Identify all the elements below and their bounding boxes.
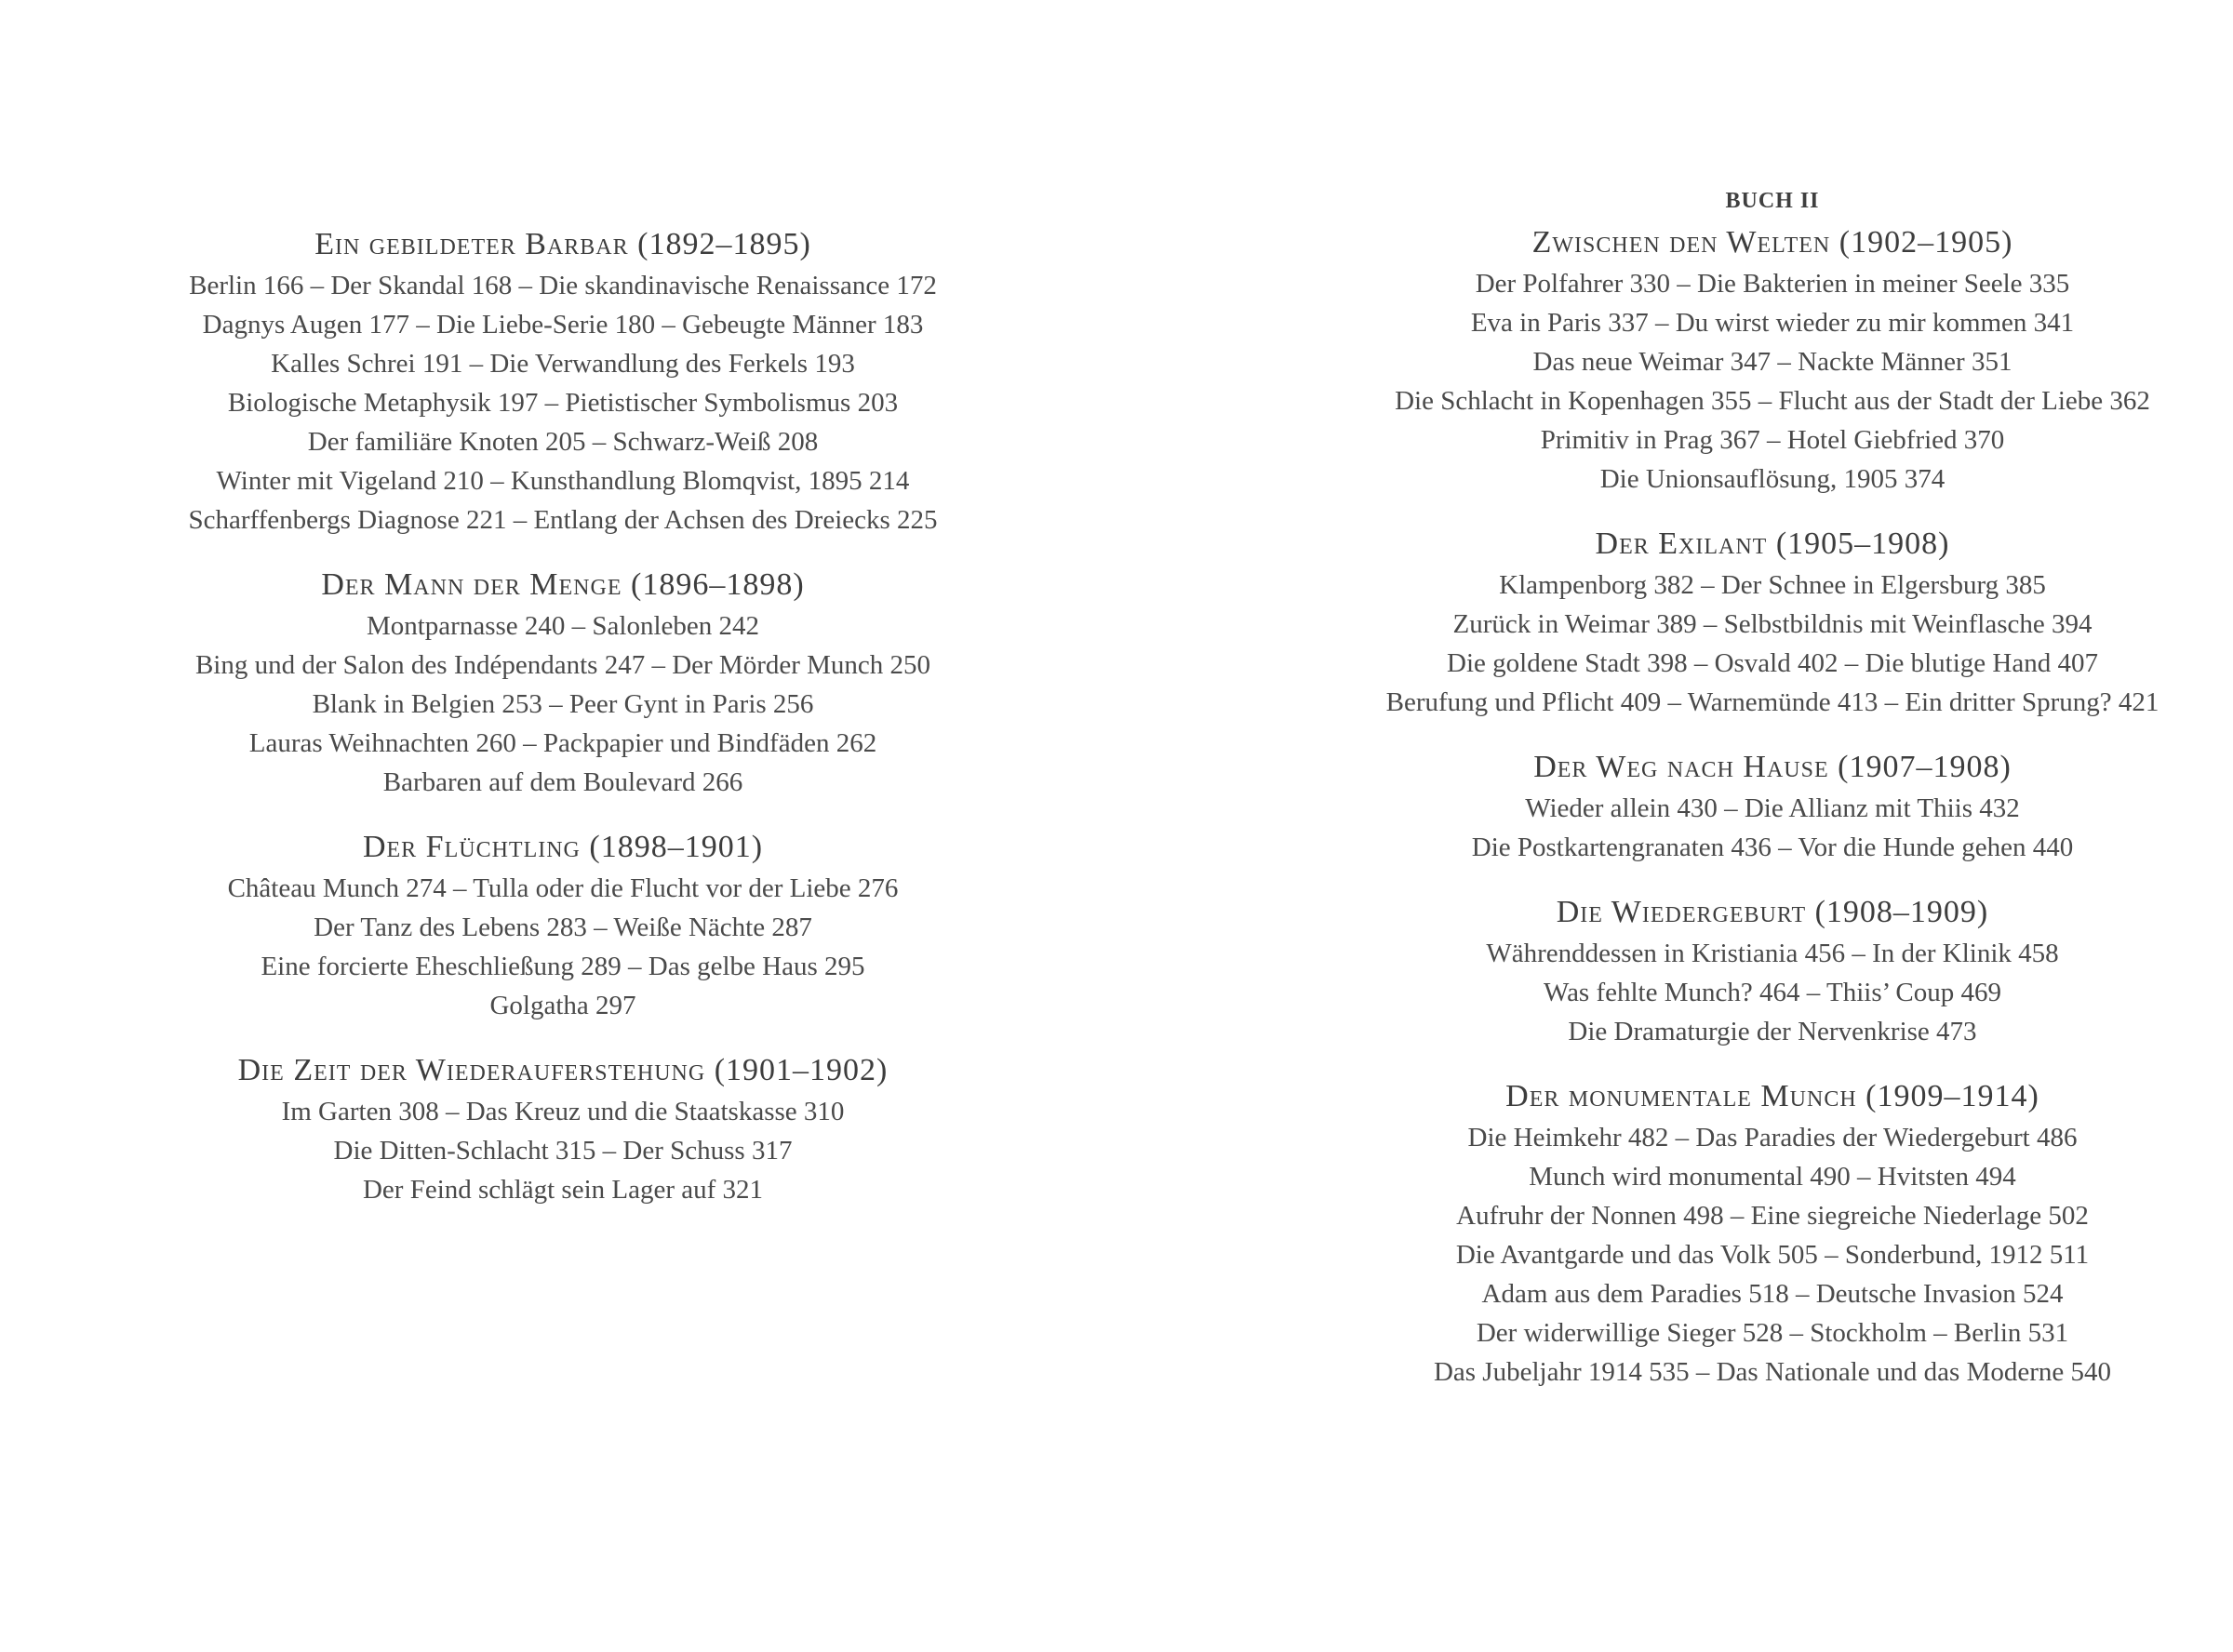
book-label: BUCH II: [1725, 189, 1820, 213]
toc-entry-line: Die Dramaturgie der Nervenkrise 473: [1568, 1017, 1977, 1046]
toc-entry-line: Berlin 166 – Der Skandal 168 – Die skandinavische Renaissance 172: [189, 271, 937, 300]
toc-section: [1256, 523, 2233, 722]
toc-entry-line: Währenddessen in Kristiania 456 – In der Klinik 458: [1486, 939, 2059, 968]
toc-entry-line: Die Ditten-Schlacht 315 – Der Schuss 317: [333, 1136, 793, 1166]
toc-entry-line: Eva in Paris 337 – Du wirst wieder zu mir kommen 341: [1470, 308, 2075, 338]
toc-section: [1256, 1075, 2233, 1392]
toc-entry-line: Eine forcierte Eheschließung 289 – Das gelbe Haus 295: [261, 952, 865, 981]
toc-section: [1256, 221, 2233, 499]
left-page: [0, 0, 1116, 1652]
toc-entry-line: Der familiäre Knoten 205 – Schwarz-Weiß 208: [307, 427, 819, 457]
toc-entry-line: Lauras Weihnachten 260 – Packpapier und Bindfäden 262: [248, 728, 877, 758]
toc-entry-line: Das Jubeljahr 1914 535 – Das Nationale und das Moderne 540: [1433, 1357, 2112, 1387]
right-page: [1116, 0, 2233, 1652]
toc-entry-line: Dagnys Augen 177 – Die Liebe-Serie 180 – Gebeugte Männer 183: [202, 310, 924, 340]
toc-entry-line: Der Polfahrer 330 – Die Bakterien in meiner Seele 335: [1475, 269, 2070, 299]
toc-entry-line: Winter mit Vigeland 210 – Kunsthandlung Blomqvist, 1895 214: [216, 466, 910, 496]
toc-entry-line: Die Schlacht in Kopenhagen 355 – Flucht aus der Stadt der Liebe 362: [1395, 386, 2150, 416]
toc-entry-line: Blank in Belgien 253 – Peer Gynt in Paris 256: [312, 689, 814, 719]
section-title: Ein gebildeter Barbar (1892–1895): [314, 227, 811, 261]
toc-section: [149, 826, 977, 1025]
toc-entry-line: Biologische Metaphysik 197 – Pietistischer Symbolismus 203: [227, 388, 899, 418]
toc-entry-line: Kalles Schrei 191 – Die Verwandlung des Ferkels 193: [271, 349, 855, 379]
toc-section: [1256, 746, 2233, 867]
left-toc-column: [149, 223, 977, 1233]
toc-entry-line: Der widerwillige Sieger 528 – Stockholm – Berlin 531: [1476, 1318, 2069, 1348]
right-toc-column: [1256, 182, 2233, 1416]
toc-entry-line: Der Feind schlägt sein Lager auf 321: [362, 1175, 764, 1205]
section-title: Die Zeit der Wiederauferstehung (1901–1902): [237, 1053, 889, 1087]
toc-entry-line: Golgatha 297: [489, 991, 636, 1020]
toc-entry-line: Wieder allein 430 – Die Allianz mit Thiis 432: [1525, 793, 2020, 823]
toc-entry-line: Die Avantgarde und das Volk 505 – Sonderbund, 1912 511: [1455, 1240, 2090, 1270]
toc-entry-line: Zurück in Weimar 389 – Selbstbildnis mit Weinflasche 394: [1452, 609, 2093, 639]
toc-section: [149, 564, 977, 802]
toc-entry-line: Barbaren auf dem Boulevard 266: [382, 767, 743, 797]
section-title: Die Wiedergeburt (1908–1909): [1556, 895, 1989, 929]
toc-entry-line: Die goldene Stadt 398 – Osvald 402 – Die blutige Hand 407: [1447, 648, 2098, 678]
toc-entry-line: Scharffenbergs Diagnose 221 – Entlang der Achsen des Dreiecks 225: [188, 505, 938, 535]
toc-entry-line: Berufung und Pflicht 409 – Warnemünde 413 – Ein dritter Sprung? 421: [1385, 687, 2159, 717]
toc-entry-line: Primitiv in Prag 367 – Hotel Giebfried 370: [1540, 425, 2005, 455]
toc-entry-line: Aufruhr der Nonnen 498 – Eine siegreiche Niederlage 502: [1456, 1201, 2089, 1231]
toc-entry-line: Der Tanz des Lebens 283 – Weiße Nächte 287: [314, 913, 812, 942]
toc-entry-line: Im Garten 308 – Das Kreuz und die Staatskasse 310: [281, 1097, 845, 1126]
toc-entry-line: Die Heimkehr 482 – Das Paradies der Wiedergeburt 486: [1467, 1123, 2078, 1152]
section-title: Der monumentale Munch (1909–1914): [1505, 1079, 2039, 1113]
section-title: Der Mann der Menge (1896–1898): [321, 567, 805, 602]
toc-entry-line: Château Munch 274 – Tulla oder die Flucht vor der Liebe 276: [227, 873, 899, 903]
toc-entry-line: Munch wird monumental 490 – Hvitsten 494: [1529, 1162, 2016, 1192]
toc-entry-line: Die Unionsauflösung, 1905 374: [1599, 464, 1946, 494]
toc-entry-line: Das neue Weimar 347 – Nackte Männer 351: [1532, 347, 2012, 377]
toc-entry-line: Adam aus dem Paradies 518 – Deutsche Invasion 524: [1481, 1279, 2064, 1309]
section-title: Der Exilant (1905–1908): [1595, 526, 1950, 561]
toc-entry-line: Was fehlte Munch? 464 – Thiis’ Coup 469: [1544, 978, 2001, 1007]
toc-section: [1256, 891, 2233, 1051]
toc-entry-line: Die Postkartengranaten 436 – Vor die Hunde gehen 440: [1471, 833, 2074, 862]
toc-entry-line: Bing und der Salon des Indépendants 247 – Der Mörder Munch 250: [194, 650, 931, 680]
section-title: Der Flüchtling (1898–1901): [362, 830, 764, 864]
section-title: Zwischen den Welten (1902–1905): [1531, 225, 2013, 260]
section-title: Der Weg nach Hause (1907–1908): [1533, 750, 2012, 784]
toc-entry-line: Montparnasse 240 – Salonleben 242: [366, 611, 760, 641]
toc-section: [149, 1049, 977, 1209]
toc-section: [149, 223, 977, 540]
toc-entry-line: Klampenborg 382 – Der Schnee in Elgersburg 385: [1499, 570, 2046, 600]
